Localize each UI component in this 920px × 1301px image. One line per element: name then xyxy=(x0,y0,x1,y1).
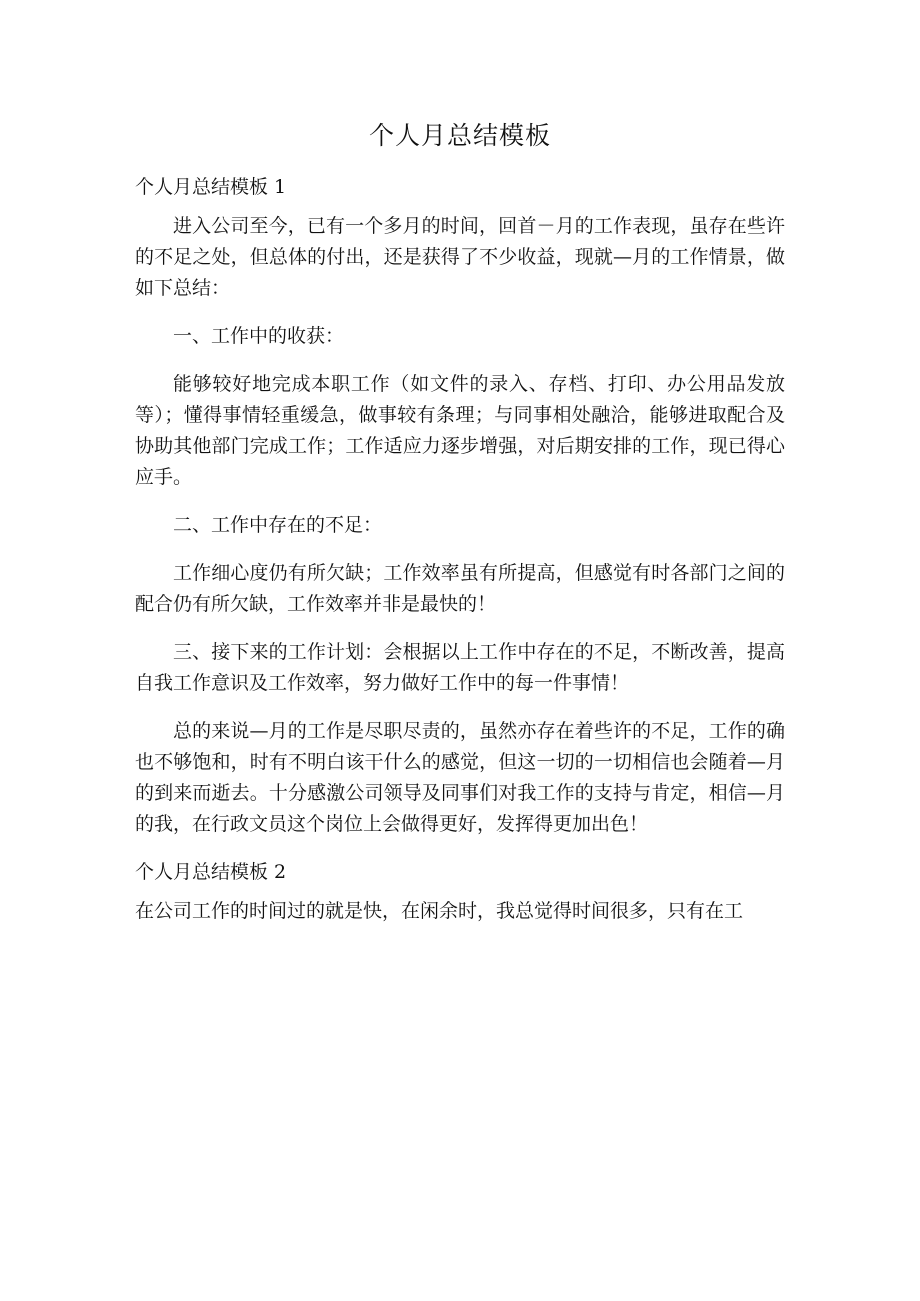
subheading-shortcomings: 二、工作中存在的不足： xyxy=(173,514,383,536)
paragraph-gains: 能够较好地完成本职工作（如文件的录入、存档、打印、办公用品发放等）；懂得事情轻重缓急，做事较有条理；与同事相处融洽，能够进取配合及协助其他部门完成工作；工作适应力逐步增强，对后期安排的工作，现已得心应手。 xyxy=(135,373,785,488)
paragraph-shortcomings: 工作细心度仍有所欠缺；工作效率虽有所提高，但感觉有时各部门之间的配合仍有所欠缺，工作效率并非是最快的！ xyxy=(135,562,785,615)
section-heading-2: 个人月总结模板 2 xyxy=(135,861,287,883)
paragraph-intro: 进入公司至今，已有一个多月的时间，回首－月的工作表现，虽存在些许的不足之处，但总体的付出，还是获得了不少收益，现就—月的工作情景，做如下总结： xyxy=(135,215,785,299)
subheading-gains: 一、工作中的收获： xyxy=(173,325,345,347)
paragraph-conclusion: 总的来说—月的工作是尽职尽责的，虽然亦存在着些许的不足，工作的确也不够饱和，时有不明白该干什么的感觉，但这一切的一切相信也会随着—月的到来而逝去。十分感激公司领导及同事们对我工作的支持与肯定，相信—月的我，在行政文员这个岗位上会做得更好，发挥得更加出色！ xyxy=(135,720,785,835)
section-heading-1: 个人月总结模板 1 xyxy=(135,176,287,198)
paragraph-plan: 三、接下来的工作计划：会根据以上工作中存在的不足，不断改善，提高自我工作意识及工作效率，努力做好工作中的每一件事情！ xyxy=(135,641,785,694)
document-title: 个人月总结模板 xyxy=(368,121,551,150)
document-body xyxy=(135,172,785,944)
paragraph-section2-start: 在公司工作的时间过的就是快，在闲余时，我总觉得时间很多，只有在工 xyxy=(135,900,744,922)
